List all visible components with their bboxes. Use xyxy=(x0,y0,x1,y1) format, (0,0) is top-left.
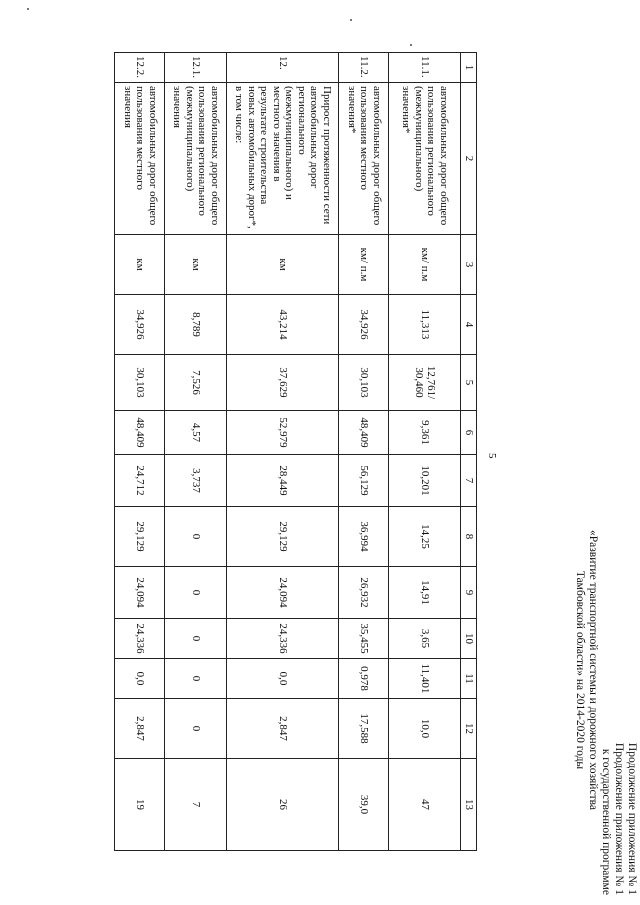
row-name: автомобильных дорог общего пользования регионального (межмуниципального) значения* xyxy=(389,83,461,235)
row-value: 4,57 xyxy=(165,411,227,455)
row-value: 47 xyxy=(389,759,461,851)
row-name: автомобильных дорог общего пользования местного значения xyxy=(115,83,165,235)
row-value: 7 xyxy=(165,759,227,851)
row-value: 8,789 xyxy=(165,295,227,355)
row-value: 0,0 xyxy=(115,659,165,699)
header-line-1: Продолжение приложения № 1 xyxy=(626,742,638,895)
row-value: 0 xyxy=(165,619,227,659)
scan-speck xyxy=(350,19,352,21)
column-header: 4 xyxy=(461,295,477,355)
row-value: 10,201 xyxy=(389,455,461,507)
table-row xyxy=(389,53,461,851)
row-value: 36,994 xyxy=(339,507,389,567)
row-name: автомобильных дорог общего пользования местного значения* xyxy=(339,83,389,235)
column-header: 5 xyxy=(461,355,477,411)
column-header: 11 xyxy=(461,659,477,699)
row-value: 19 xyxy=(115,759,165,851)
column-header: 10 xyxy=(461,619,477,659)
row-value: 0 xyxy=(165,507,227,567)
row-number: 12. xyxy=(227,53,339,83)
row-value: 48,409 xyxy=(339,411,389,455)
column-header: 6 xyxy=(461,411,477,455)
row-value: 48,409 xyxy=(115,411,165,455)
row-value: 43,214 xyxy=(227,295,339,355)
row-value: 26 xyxy=(227,759,339,851)
column-numbers-row xyxy=(461,53,477,851)
row-unit: км/ п.м xyxy=(339,235,389,295)
column-header: 12 xyxy=(461,699,477,759)
table-row xyxy=(227,53,339,851)
header-line-4: «Развитие транспортной системы и дорожного хозяйства xyxy=(587,530,599,810)
row-value: 2,847 xyxy=(115,699,165,759)
row-value: 11,313 xyxy=(389,295,461,355)
scan-speck xyxy=(410,44,412,46)
row-value: 12,761/ 30,460 xyxy=(389,355,461,411)
column-header: 3 xyxy=(461,235,477,295)
row-unit: км xyxy=(165,235,227,295)
scan-speck xyxy=(27,8,29,10)
table-row xyxy=(115,53,165,851)
row-value: 9,361 xyxy=(389,411,461,455)
row-value: 34,926 xyxy=(339,295,389,355)
row-value: 24,094 xyxy=(227,567,339,619)
appendix-header xyxy=(573,445,638,895)
column-header: 9 xyxy=(461,567,477,619)
row-value: 35,455 xyxy=(339,619,389,659)
row-value: 2,847 xyxy=(227,699,339,759)
row-value: 30,103 xyxy=(115,355,165,411)
row-number: 11.1. xyxy=(389,53,461,83)
row-value: 24,712 xyxy=(115,455,165,507)
row-value: 52,979 xyxy=(227,411,339,455)
row-value: 30,103 xyxy=(339,355,389,411)
column-header: 7 xyxy=(461,455,477,507)
table-row xyxy=(165,53,227,851)
header-line-5: Тамбовской области» на 2014-2020 годы xyxy=(574,570,586,770)
row-number: 12.1. xyxy=(165,53,227,83)
row-value: 3,65 xyxy=(389,619,461,659)
row-number: 12.2. xyxy=(115,53,165,83)
row-value: 29,129 xyxy=(227,507,339,567)
row-value: 0,0 xyxy=(227,659,339,699)
row-value: 24,094 xyxy=(115,567,165,619)
row-value: 14,91 xyxy=(389,567,461,619)
row-value: 7,526 xyxy=(165,355,227,411)
row-value: 0 xyxy=(165,567,227,619)
column-header: 13 xyxy=(461,759,477,851)
header-line-3: к государственной программе xyxy=(600,748,612,895)
column-header: 1 xyxy=(461,53,477,83)
row-value: 0 xyxy=(165,659,227,699)
row-number: 11.2. xyxy=(339,53,389,83)
row-value: 24,336 xyxy=(227,619,339,659)
column-header: 8 xyxy=(461,507,477,567)
row-value: 28,449 xyxy=(227,455,339,507)
row-value: 56,129 xyxy=(339,455,389,507)
page-number: 5 xyxy=(486,453,498,459)
row-unit: км xyxy=(227,235,339,295)
row-value: 0,978 xyxy=(339,659,389,699)
row-value: 0 xyxy=(165,699,227,759)
row-value: 11,401 xyxy=(389,659,461,699)
row-value: 14,25 xyxy=(389,507,461,567)
row-value: 3,737 xyxy=(165,455,227,507)
row-unit: км/ п.м xyxy=(389,235,461,295)
row-value: 26,932 xyxy=(339,567,389,619)
row-value: 17,588 xyxy=(339,699,389,759)
row-value: 39,0 xyxy=(339,759,389,851)
row-value: 24,336 xyxy=(115,619,165,659)
row-value: 29,129 xyxy=(115,507,165,567)
row-value: 37,629 xyxy=(227,355,339,411)
indicators-table xyxy=(115,52,478,851)
row-value: 34,926 xyxy=(115,295,165,355)
row-name: автомобильных дорог общего пользования регионального (межмуниципального) значения xyxy=(165,83,227,235)
row-value: 10,0 xyxy=(389,699,461,759)
table-row xyxy=(339,53,389,851)
header-line-2: Продолжение приложения № 1 xyxy=(613,742,625,895)
row-unit: км xyxy=(115,235,165,295)
column-header: 2 xyxy=(461,83,477,235)
row-name: Прирост протяженности сети автомобильных дорог регионального (межмуниципального) и местного значения в результате строительства новых автомобильных дорог*, в том числе: xyxy=(227,83,339,235)
